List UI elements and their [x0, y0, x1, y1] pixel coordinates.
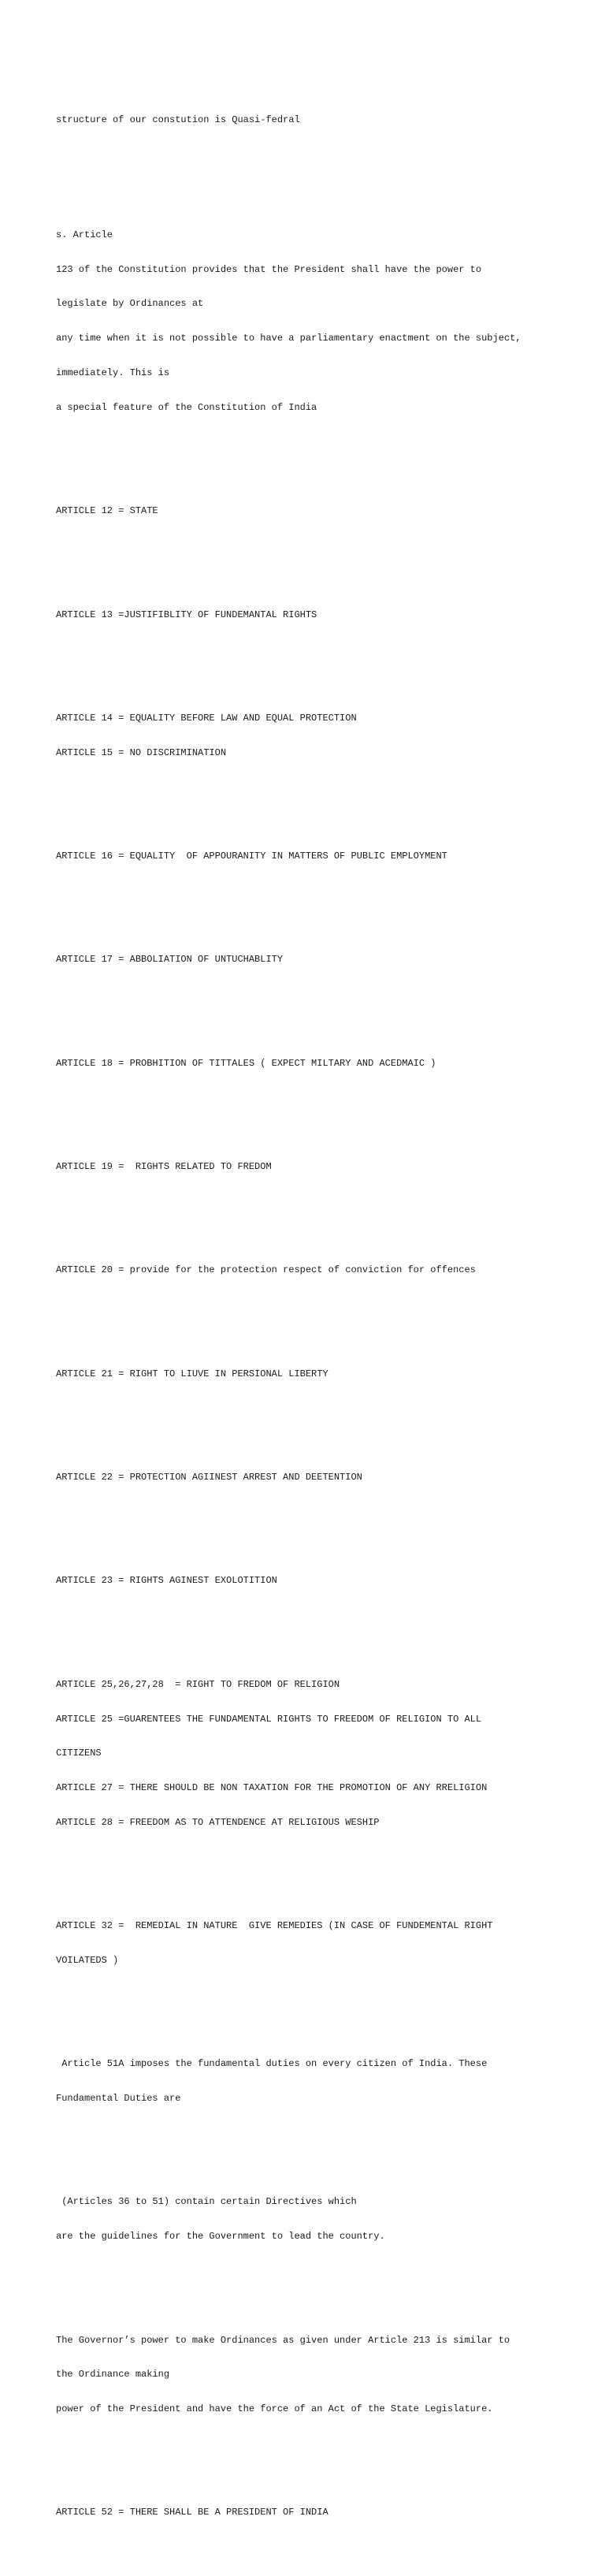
- text-line: ARTICLE 22 = PROTECTION AGIINEST ARREST AND DEETENTION: [56, 1472, 362, 1483]
- paragraph-article-51a: [56, 2035, 560, 2127]
- paragraph-article-32: [56, 1897, 560, 1990]
- paragraph-article-17: [56, 931, 560, 988]
- text-line: power of the President and have the force of an Act of the State Legislature.: [56, 2403, 493, 2415]
- text-line: ARTICLE 25 =GUARENTEES THE FUNDAMENTAL RIGHTS TO FREEDOM OF RELIGION TO ALL: [56, 1713, 482, 1725]
- paragraph-article-13: [56, 586, 560, 643]
- text-line: ARTICLE 12 = STATE: [56, 505, 158, 517]
- text-line: ARTICLE 18 = PROBHITION OF TITTALES ( EXPECT MILTARY AND ACEDMAIC ): [56, 1057, 436, 1069]
- text-line: ARTICLE 17 = ABBOLIATION OF UNTUCHABLITY: [56, 954, 284, 966]
- paragraph-article-18: [56, 1034, 560, 1092]
- paragraph-article-12: [56, 482, 560, 540]
- text-line: ARTICLE 27 = THERE SHOULD BE NON TAXATION FOR THE PROMOTION OF ANY RRELIGION: [56, 1782, 488, 1794]
- text-line: ARTICLE 13 =JUSTIFIBLITY OF FUNDEMANTAL RIGHTS: [56, 609, 317, 620]
- paragraph-article-23: [56, 1552, 560, 1610]
- text-line: ARTICLE 32 = REMEDIAL IN NATURE GIVE REMEDIES (IN CASE OF FUNDEMENTAL RIGHT: [56, 1920, 493, 1932]
- text-line: 123 of the Constitution provides that the President shall have the power to: [56, 263, 482, 275]
- text-line: any time when it is not possible to have a parliamentary enactment on the subject,: [56, 333, 521, 344]
- paragraph-religion-articles: [56, 1656, 560, 1852]
- text-line: immediately. This is: [56, 367, 170, 379]
- text-line: s. Article: [56, 229, 113, 240]
- paragraph-article-16: [56, 828, 560, 885]
- paragraph-article-20: [56, 1241, 560, 1299]
- text-line: a special feature of the Constitution of India: [56, 401, 317, 413]
- text-line: ARTICLE 23 = RIGHTS AGINEST EXOLOTITION: [56, 1575, 277, 1587]
- text-line: VOILATEDS ): [56, 1954, 119, 1966]
- text-line: ARTICLE 15 = NO DISCRIMINATION: [56, 746, 227, 758]
- text-line: ARTICLE 25,26,27,28 = RIGHT TO FREDOM OF RELIGION: [56, 1678, 340, 1690]
- text-line: Fundamental Duties are: [56, 2093, 181, 2105]
- text-line: CITIZENS: [56, 1748, 102, 1759]
- paragraph-directives: [56, 2173, 560, 2265]
- paragraph-article-123: [56, 207, 560, 437]
- paragraph-article-22: [56, 1449, 560, 1506]
- paragraph-article-52: [56, 2484, 560, 2541]
- text-line: ARTICLE 16 = EQUALITY OF APPOURANITY IN MATTERS OF PUBLIC EMPLOYMENT: [56, 850, 447, 862]
- text-line: ARTICLE 52 = THERE SHALL BE A PRESIDENT OF INDIA: [56, 2507, 328, 2518]
- text-line: ARTICLE 14 = EQUALITY BEFORE LAW AND EQUAL PROTECTION: [56, 712, 357, 724]
- text-line: structure of our constution is Quasi-fedral: [56, 114, 300, 125]
- paragraph-governor-ordinance: [56, 2311, 560, 2438]
- text-line: ARTICLE 19 = RIGHTS RELATED TO FREDOM: [56, 1161, 272, 1172]
- text-line: legislate by Ordinances at: [56, 298, 204, 310]
- text-line: are the guidelines for the Government to lead the country.: [56, 2231, 385, 2243]
- document-body: [56, 57, 560, 2576]
- paragraph-article-21: [56, 1346, 560, 1403]
- paragraph-article-19: [56, 1138, 560, 1196]
- paragraph-intro: [56, 91, 560, 149]
- text-line: ARTICLE 20 = provide for the protection respect of conviction for offences: [56, 1264, 476, 1276]
- text-line: ARTICLE 28 = FREEDOM AS TO ATTENDENCE AT RELIGIOUS WESHIP: [56, 1816, 380, 1828]
- text-line: the Ordinance making: [56, 2369, 170, 2381]
- paragraph-article-14-15: [56, 690, 560, 782]
- text-line: ARTICLE 21 = RIGHT TO LIUVE IN PERSIONAL LIBERTY: [56, 1368, 328, 1379]
- text-line: The Governor’s power to make Ordinances as given under Article 213 is similar to: [56, 2334, 510, 2346]
- text-line: (Articles 36 to 51) contain certain Directives which: [56, 2196, 357, 2208]
- text-line: Article 51A imposes the fundamental duties on every citizen of India. These: [56, 2058, 488, 2070]
